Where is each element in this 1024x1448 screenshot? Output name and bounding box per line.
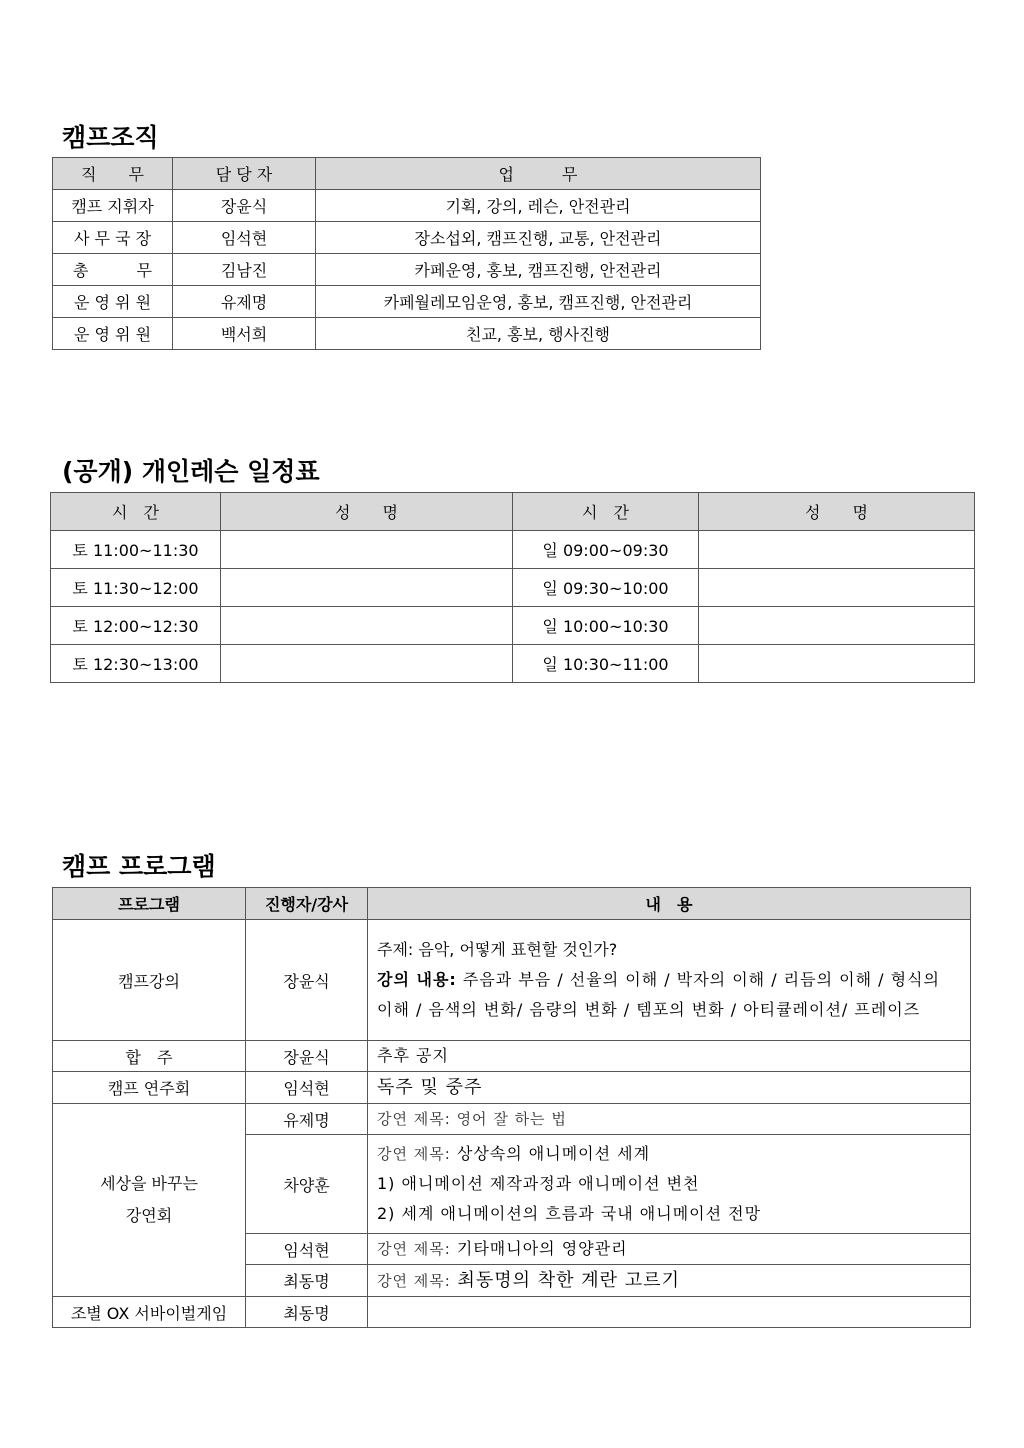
program-name: 조별 OX 서바이벌게임 [53, 1297, 246, 1328]
lesson-name-cell[interactable] [699, 531, 975, 569]
program-content [368, 1265, 971, 1297]
program-content [368, 1297, 971, 1328]
org-role: 총 무 [53, 254, 173, 286]
org-header-person: 담 당 자 [173, 158, 316, 190]
lecture-content-label: 강의 내용: [377, 970, 457, 989]
table-row [51, 569, 975, 607]
lesson-header-time-sat: 시 간 [51, 493, 221, 531]
program-person: 장윤식 [246, 1041, 368, 1072]
talk-title: 기타매니아의 영양관리 [450, 1239, 628, 1258]
org-person: 유제명 [173, 286, 316, 318]
talks-name-line2: 강연회 [125, 1206, 173, 1225]
lesson-table [50, 492, 975, 683]
program-person: 최동명 [246, 1265, 368, 1297]
lesson-time: 일 09:30~10:00 [513, 569, 699, 607]
program-header-person: 진행자/강사 [246, 888, 368, 920]
table-row [53, 920, 971, 1041]
org-person: 김남진 [173, 254, 316, 286]
table-row [53, 1072, 971, 1104]
lesson-name-cell[interactable] [221, 569, 513, 607]
lesson-header-name-sun: 성 명 [699, 493, 975, 531]
lesson-name-cell[interactable] [221, 607, 513, 645]
org-duty: 장소섭외, 캠프진행, 교통, 안전관리 [316, 222, 761, 254]
talk-label: 강연 제목: [377, 1145, 451, 1163]
talk-label: 강연 제목: [377, 1240, 451, 1258]
table-row [53, 286, 761, 318]
program-content [368, 1234, 971, 1265]
table-row [51, 607, 975, 645]
program-header-name: 프로그램 [53, 888, 246, 920]
lesson-name-cell[interactable] [221, 531, 513, 569]
program-name: 캠프 연주회 [53, 1072, 246, 1104]
table-row [53, 190, 761, 222]
org-header-duty: 업 무 [316, 158, 761, 190]
org-title: 캠프조직 [62, 123, 159, 152]
talk-title: 영어 잘 하는 법 [450, 1110, 567, 1128]
lesson-header-name-sat: 성 명 [221, 493, 513, 531]
program-content: 추후 공지 [368, 1041, 971, 1072]
program-table [52, 887, 971, 1328]
table-row [53, 222, 761, 254]
table-row [53, 1041, 971, 1072]
program-content [368, 1104, 971, 1135]
talk-line: 1) 애니메이션 제작과정과 애니메이션 변천 [377, 1174, 700, 1193]
talk-title: 최동명의 착한 계란 고르기 [450, 1269, 680, 1291]
talk-line: 2) 세계 애니메이션의 흐름과 국내 애니메이션 전망 [377, 1204, 762, 1223]
program-name: 합 주 [53, 1041, 246, 1072]
lecture-detail [377, 965, 961, 1025]
talk-label: 강연 제목: [377, 1271, 451, 1290]
lesson-time: 토 11:30~12:00 [51, 569, 221, 607]
program-person: 최동명 [246, 1297, 368, 1328]
program-name: 캠프강의 [53, 920, 246, 1041]
lesson-time: 일 10:30~11:00 [513, 645, 699, 683]
org-duty: 기획, 강의, 레슨, 안전관리 [316, 190, 761, 222]
program-title: 캠프 프로그램 [62, 852, 216, 881]
lesson-time: 토 11:00~11:30 [51, 531, 221, 569]
program-person: 차양훈 [246, 1135, 368, 1234]
table-row [53, 1104, 971, 1135]
program-person: 임석현 [246, 1072, 368, 1104]
lesson-name-cell[interactable] [699, 569, 975, 607]
program-name-talks [53, 1104, 246, 1297]
lesson-time: 토 12:00~12:30 [51, 607, 221, 645]
lesson-name-cell[interactable] [699, 645, 975, 683]
lesson-name-cell[interactable] [221, 645, 513, 683]
org-header-role: 직 무 [53, 158, 173, 190]
org-person: 백서희 [173, 318, 316, 350]
program-person: 장윤식 [246, 920, 368, 1041]
lesson-time: 일 09:00~09:30 [513, 531, 699, 569]
talk-label: 강연 제목: [377, 1110, 451, 1128]
lecture-content-text: 주음과 부음 / 선율의 이해 / 박자의 이해 / 리듬의 이해 / 형식의 이해 / 음색의 변화/ 음량의 변화 / 템포의 변화 / 아티큘레이션/ 프레이즈 [377, 970, 940, 1019]
org-person: 장윤식 [173, 190, 316, 222]
org-duty: 카페월레모임운영, 홍보, 캠프진행, 안전관리 [316, 286, 761, 318]
lecture-content [368, 920, 971, 1041]
lesson-time: 일 10:00~10:30 [513, 607, 699, 645]
table-row [53, 1297, 971, 1328]
org-table [52, 157, 761, 350]
lesson-title: (공개) 개인레슨 일정표 [62, 457, 320, 486]
program-person: 임석현 [246, 1234, 368, 1265]
program-content: 독주 및 중주 [368, 1072, 971, 1104]
program-content [368, 1135, 971, 1234]
table-row [53, 318, 761, 350]
org-role: 사 무 국 장 [53, 222, 173, 254]
table-row [51, 531, 975, 569]
lecture-topic: 주제: 음악, 어떻게 표현할 것인가? [377, 940, 618, 959]
org-duty: 친교, 홍보, 행사진행 [316, 318, 761, 350]
lesson-name-cell[interactable] [699, 607, 975, 645]
org-duty: 카페운영, 홍보, 캠프진행, 안전관리 [316, 254, 761, 286]
talk-title: 상상속의 애니메이션 세계 [450, 1144, 651, 1163]
table-row [51, 645, 975, 683]
table-row [53, 254, 761, 286]
org-role: 캠프 지휘자 [53, 190, 173, 222]
program-header-content: 내 용 [368, 888, 971, 920]
talks-name-line1: 세상을 바꾸는 [100, 1174, 198, 1193]
lesson-header-time-sun: 시 간 [513, 493, 699, 531]
org-role: 운 영 위 원 [53, 286, 173, 318]
org-role: 운 영 위 원 [53, 318, 173, 350]
program-person: 유제명 [246, 1104, 368, 1135]
lesson-time: 토 12:30~13:00 [51, 645, 221, 683]
org-person: 임석현 [173, 222, 316, 254]
